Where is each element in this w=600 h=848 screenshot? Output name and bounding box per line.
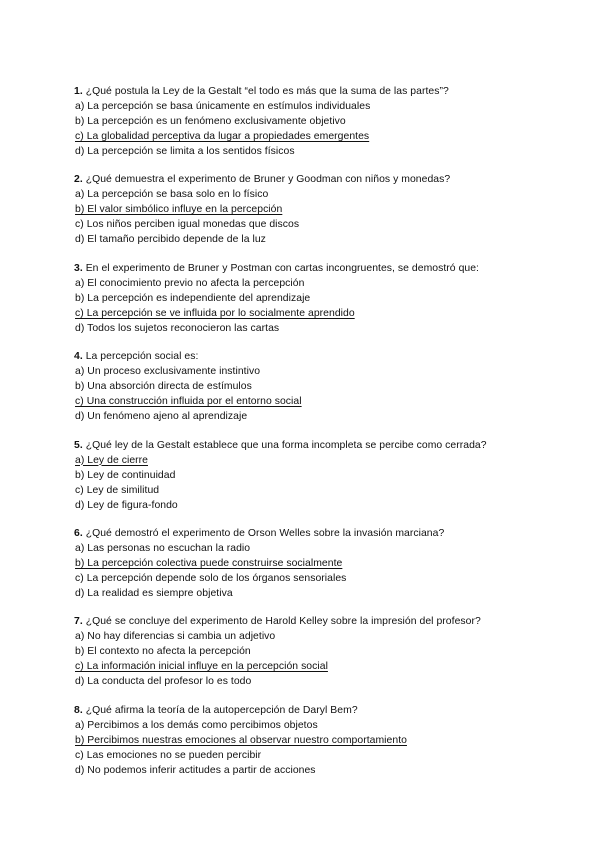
question-prompt: ¿Qué ley de la Gestalt establece que una forma incompleta se percibe como cerrada? xyxy=(85,439,487,451)
answer-option-correct: c) La información inicial influye en la percepción social xyxy=(75,661,328,673)
answer-option: d) Un fenómeno ajeno al aprendizaje xyxy=(75,411,248,423)
answer-option: a) La percepción se basa únicamente en estímulos individuales xyxy=(75,101,371,112)
question-prompt: En el experimento de Bruner y Postman con cartas incongruentes, se demostró que: xyxy=(85,262,479,274)
answer-option: a) La percepción se basa solo en lo físico xyxy=(75,189,269,201)
answer-option: b) La percepción es independiente del aprendizaje xyxy=(75,292,311,304)
question-text-line xyxy=(74,261,574,276)
question-prompt: ¿Qué demuestra el experimento de Bruner y Goodman con niños y monedas? xyxy=(85,174,451,186)
answer-option: b) La percepción es un fenómeno exclusivamente objetivo xyxy=(75,116,346,127)
question-block xyxy=(74,349,574,424)
question-block xyxy=(74,84,574,159)
answer-option: c) Los niños perciben igual monedas que discos xyxy=(75,219,300,231)
answer-option: b) Una absorción directa de estímulos xyxy=(75,381,252,393)
answer-option: d) Todos los sujetos reconocieron las cartas xyxy=(75,322,280,334)
answer-option: d) Ley de figura-fondo xyxy=(75,499,178,511)
question-text-line xyxy=(74,349,574,364)
question-text-line xyxy=(74,703,574,718)
question-text-line xyxy=(74,614,574,629)
answer-option: d) La conducta del profesor lo es todo xyxy=(75,676,252,688)
answer-option-correct: b) Percibimos nuestras emociones al observar nuestro comportamiento xyxy=(75,734,407,746)
question-number: 2. xyxy=(74,174,83,186)
answer-option: a) Percibimos a los demás como percibimos objetos xyxy=(75,719,318,731)
question-block xyxy=(74,703,574,778)
question-block xyxy=(74,438,574,513)
question-block xyxy=(74,172,574,247)
answer-option-correct: a) Ley de cierre xyxy=(75,454,148,466)
question-text-line xyxy=(74,172,574,187)
answer-option: d) La realidad es siempre objetiva xyxy=(75,587,233,599)
answer-option: c) La percepción depende solo de los órganos sensoriales xyxy=(75,572,347,584)
answer-option: d) No podemos inferir actitudes a partir de acciones xyxy=(75,764,316,776)
question-number: 4. xyxy=(74,351,83,363)
answer-option-correct: c) La globalidad perceptiva da lugar a propiedades emergentes xyxy=(75,131,370,142)
quiz-question-list xyxy=(74,84,574,791)
answer-option: d) El tamaño percibido depende de la luz xyxy=(75,234,266,246)
question-text-line xyxy=(74,84,574,99)
answer-option-correct: b) La percepción colectiva puede construirse socialmente xyxy=(75,557,343,569)
answer-option: a) No hay diferencias si cambia un adjetivo xyxy=(75,631,276,643)
answer-option: a) Las personas no escuchan la radio xyxy=(75,542,251,554)
question-block xyxy=(74,614,574,689)
question-prompt: ¿Qué se concluye del experimento de Harold Kelley sobre la impresión del profesor? xyxy=(85,616,481,628)
question-prompt: La percepción social es: xyxy=(85,351,199,363)
answer-option-correct: b) El valor simbólico influye en la percepción xyxy=(75,204,283,216)
answer-option: c) Ley de similitud xyxy=(75,484,160,496)
answer-option-correct: c) Una construcción influida por el entorno social xyxy=(75,396,302,408)
question-prompt: ¿Qué demostró el experimento de Orson Welles sobre la invasión marciana? xyxy=(85,527,445,539)
answer-option: b) El contexto no afecta la percepción xyxy=(75,646,251,658)
answer-option: c) Las emociones no se pueden percibir xyxy=(75,749,262,761)
question-prompt: ¿Qué postula la Ley de la Gestalt “el todo es más que la suma de las partes”? xyxy=(85,86,449,97)
question-text-line xyxy=(74,438,574,453)
question-text-line xyxy=(74,526,574,541)
answer-option-correct: c) La percepción se ve influida por lo socialmente aprendido xyxy=(75,307,355,319)
answer-option: a) Un proceso exclusivamente instintivo xyxy=(75,366,261,378)
question-block xyxy=(74,526,574,601)
question-number: 7. xyxy=(74,616,83,628)
question-number: 8. xyxy=(74,704,83,716)
question-number: 5. xyxy=(74,439,83,451)
question-number: 1. xyxy=(74,86,83,97)
answer-option: a) El conocimiento previo no afecta la percepción xyxy=(75,277,305,289)
question-number: 6. xyxy=(74,527,83,539)
answer-option: d) La percepción se limita a los sentidos físicos xyxy=(75,146,295,157)
question-block xyxy=(74,261,574,336)
answer-option: b) Ley de continuidad xyxy=(75,469,176,481)
question-prompt: ¿Qué afirma la teoría de la autopercepción de Daryl Bem? xyxy=(85,704,358,716)
question-number: 3. xyxy=(74,262,83,274)
